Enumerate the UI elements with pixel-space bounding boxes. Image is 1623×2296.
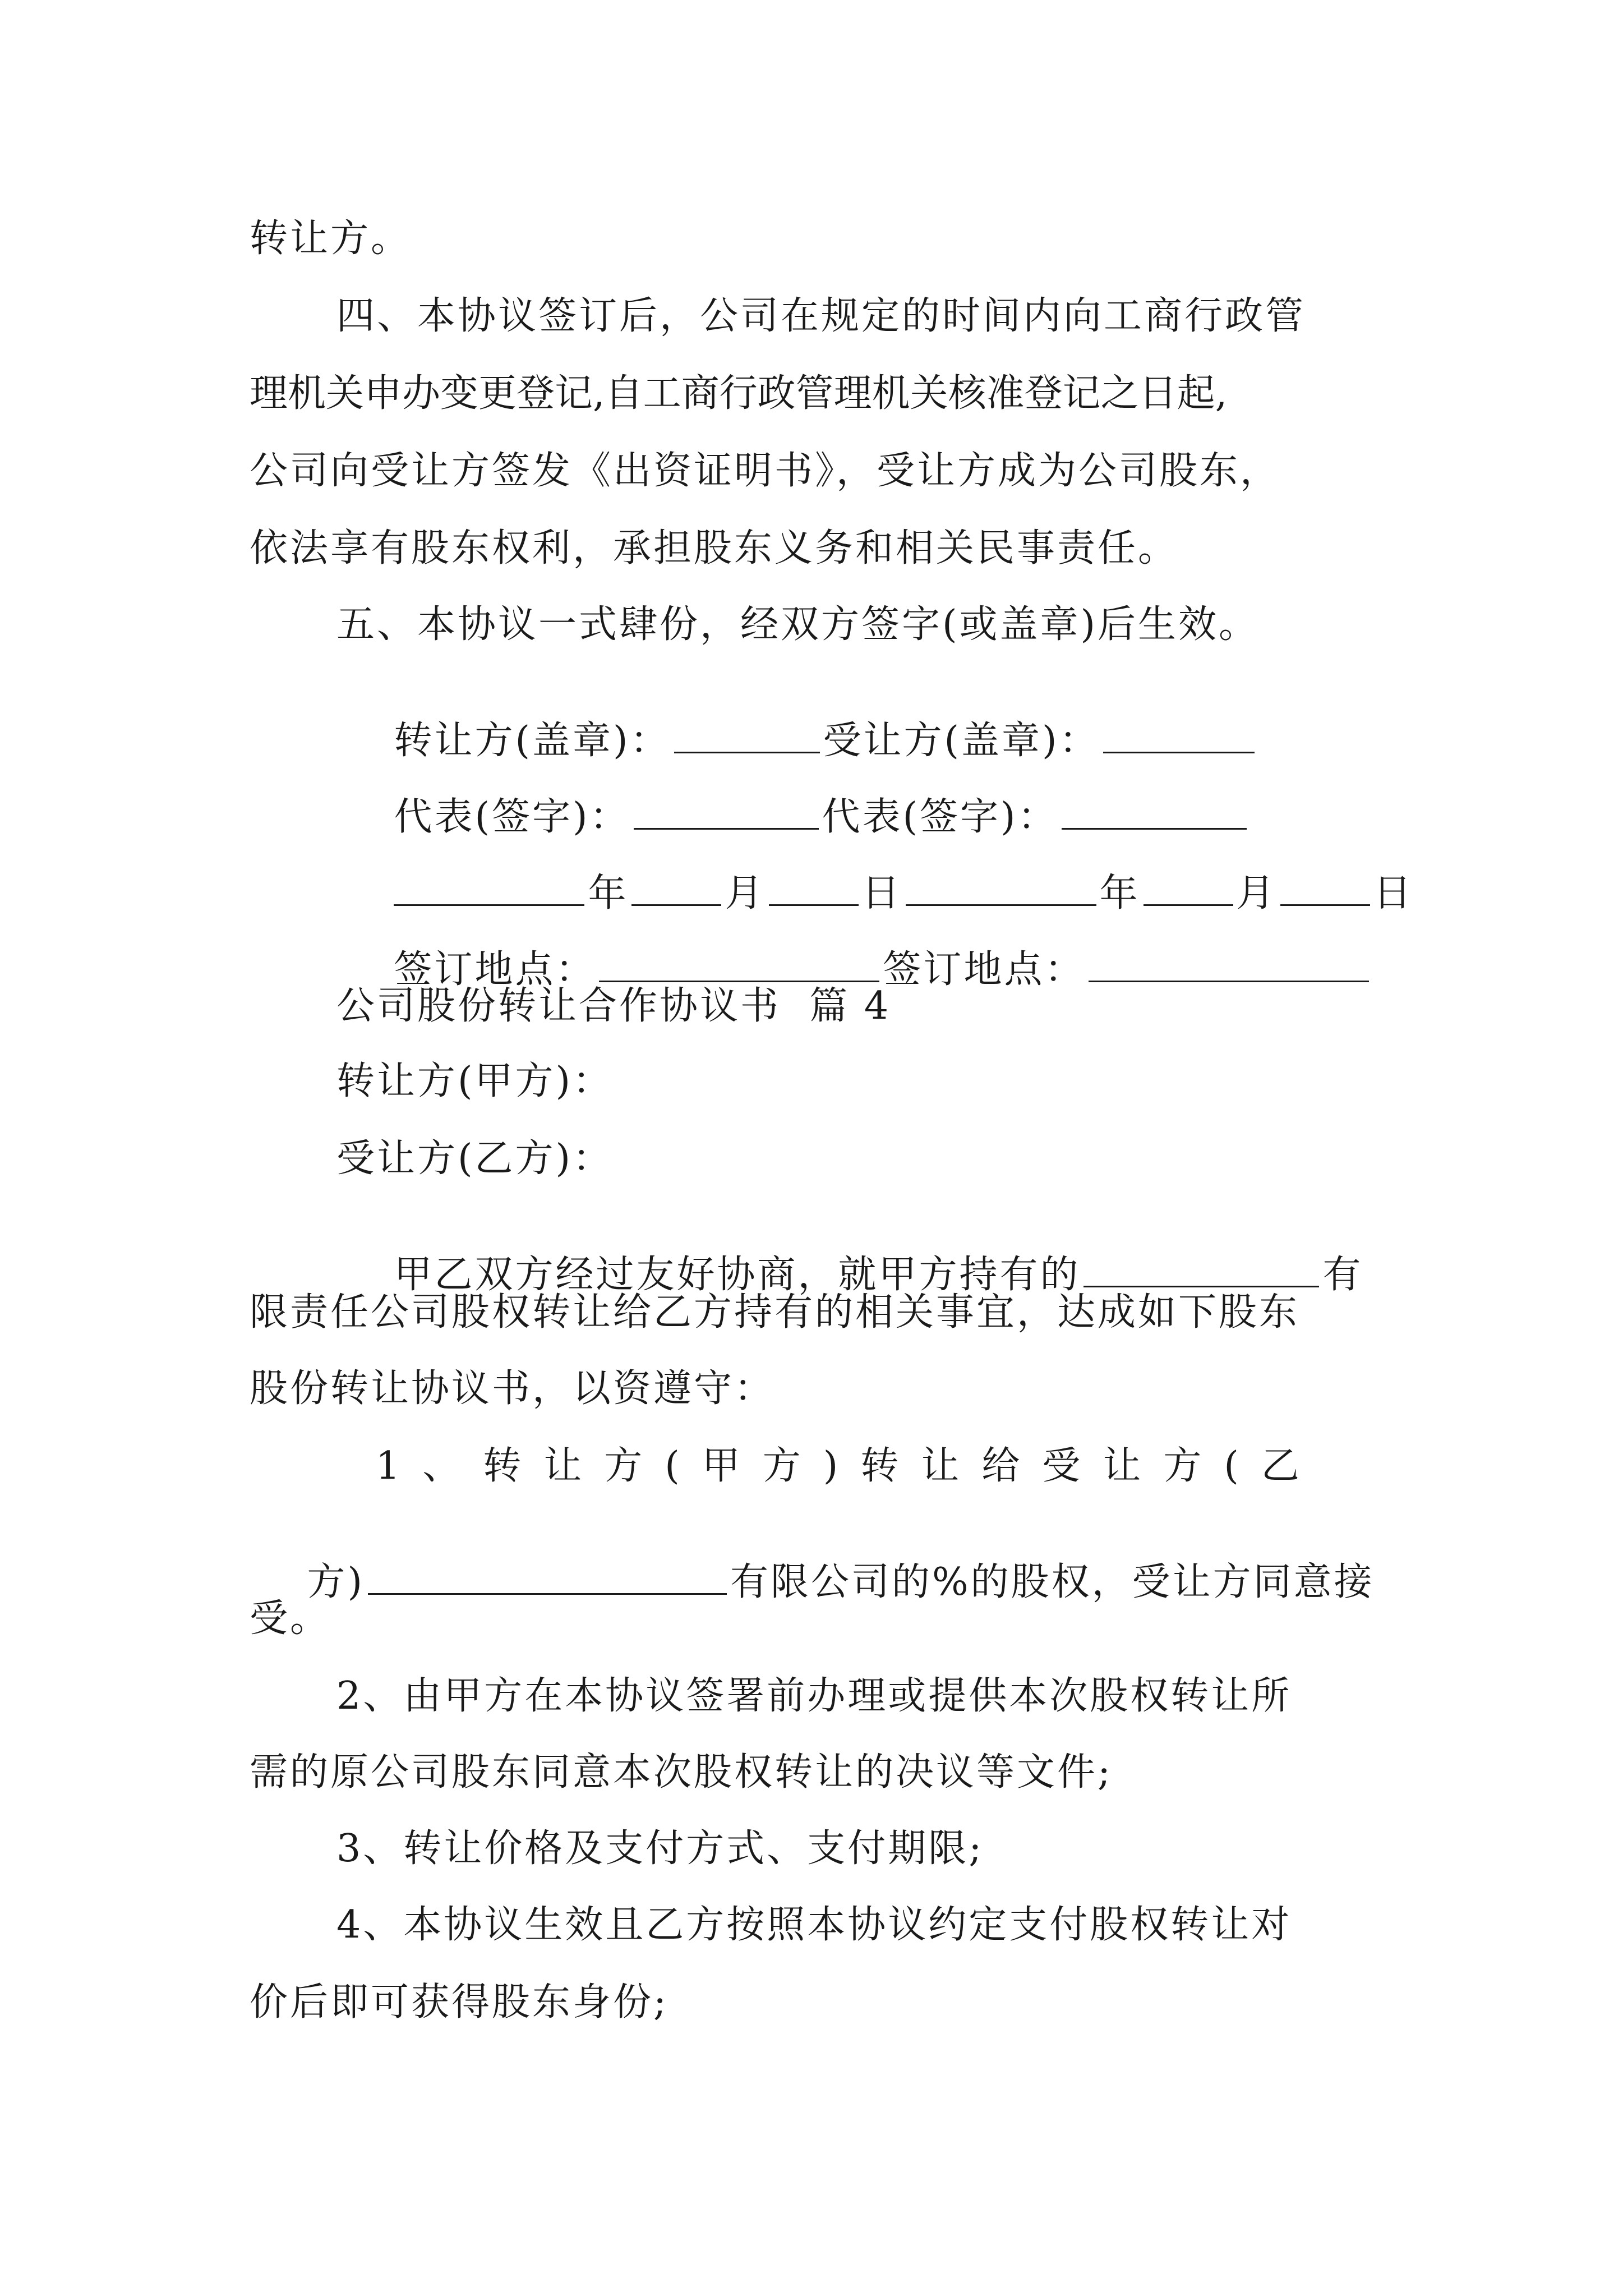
company-blank [1083, 1254, 1319, 1287]
date-blank [394, 873, 584, 906]
text-line: 依法享有股东权利，承担股东义务和相关民事责任。 [250, 526, 1179, 570]
item1-line [250, 1524, 1375, 1640]
text-line: 四、本协议签订后，公司在规定的时间内向工商行政管 [336, 294, 1306, 338]
item2-line: 2、由甲方在本协议签署前办理或提供本次股权转让所 [336, 1674, 1292, 1718]
item4-line: 4、本协议生效且乙方按照本协议约定支付股权转让对 [336, 1903, 1292, 1947]
month-label: 月 [725, 871, 766, 915]
signature-blank [1062, 797, 1247, 830]
transferor-seal-label: 转让方(盖章)： [394, 719, 671, 763]
transferee-seal-label: 受让方(盖章)： [823, 719, 1100, 763]
place2-label: 签订地点： [883, 947, 1085, 992]
intro-text: 甲乙双方经过友好协商，就甲方持有的 [394, 1253, 1081, 1297]
place-blank [1089, 949, 1369, 982]
item3-line: 3、转让价格及支付方式、支付期限; [336, 1826, 984, 1871]
item1-text: 有限公司的%的股权，受让方同意接 [730, 1560, 1375, 1604]
date-blank [631, 873, 721, 906]
text-line: 公司向受让方签发《出资证明书》，受让方成为公司股东， [250, 449, 1281, 493]
item1-line: 1、转让方(甲方)转让给受让方(乙 [376, 1444, 1322, 1488]
item4-line: 价后即可获得股东身份; [250, 1980, 668, 2024]
rep1-label: 代表(签字)： [394, 795, 630, 839]
rep2-label: 代表(签字)： [822, 795, 1058, 839]
text-line: 五、本协议一式肆份，经双方签字(或盖章)后生效。 [336, 602, 1260, 647]
signature-blank [674, 720, 820, 753]
date-blank [1144, 873, 1233, 906]
date-blank [906, 873, 1096, 906]
date-blank [769, 873, 859, 906]
place-blank [599, 949, 879, 982]
month-label: 月 [1236, 871, 1277, 915]
year-label: 年 [588, 871, 629, 915]
place1-label: 签订地点： [394, 947, 596, 992]
year-label: 年 [1099, 871, 1140, 915]
day-label: 日 [1373, 871, 1414, 915]
section-title: 公司股份转让合作协议书 篇 4 [336, 984, 891, 1028]
party-a-label: 转让方(甲方)： [336, 1059, 614, 1103]
intro-text: 有 [1322, 1253, 1363, 1297]
text-line: 理机关申办变更登记,自工商行政管理机关核准登记之日起, [250, 371, 1228, 416]
party-b-label: 受让方(乙方)： [336, 1137, 614, 1181]
intro-line: 股份转让协议书，以资遵守： [250, 1366, 775, 1411]
signature-blank [634, 797, 819, 830]
item1-line: 受。 [250, 1596, 331, 1641]
company-blank [368, 1562, 727, 1595]
intro-line: 限责任公司股权转让给乙方持有的相关事宜，达成如下股东 [250, 1290, 1300, 1335]
date-blank [1280, 873, 1370, 906]
item1-text: 方) [307, 1560, 365, 1604]
day-label: 日 [861, 871, 902, 915]
item2-line: 需的原公司股东同意本次股权转让的决议等文件; [250, 1750, 1113, 1795]
text-line: 转让方。 [250, 217, 412, 261]
signature-blank [1103, 720, 1255, 753]
